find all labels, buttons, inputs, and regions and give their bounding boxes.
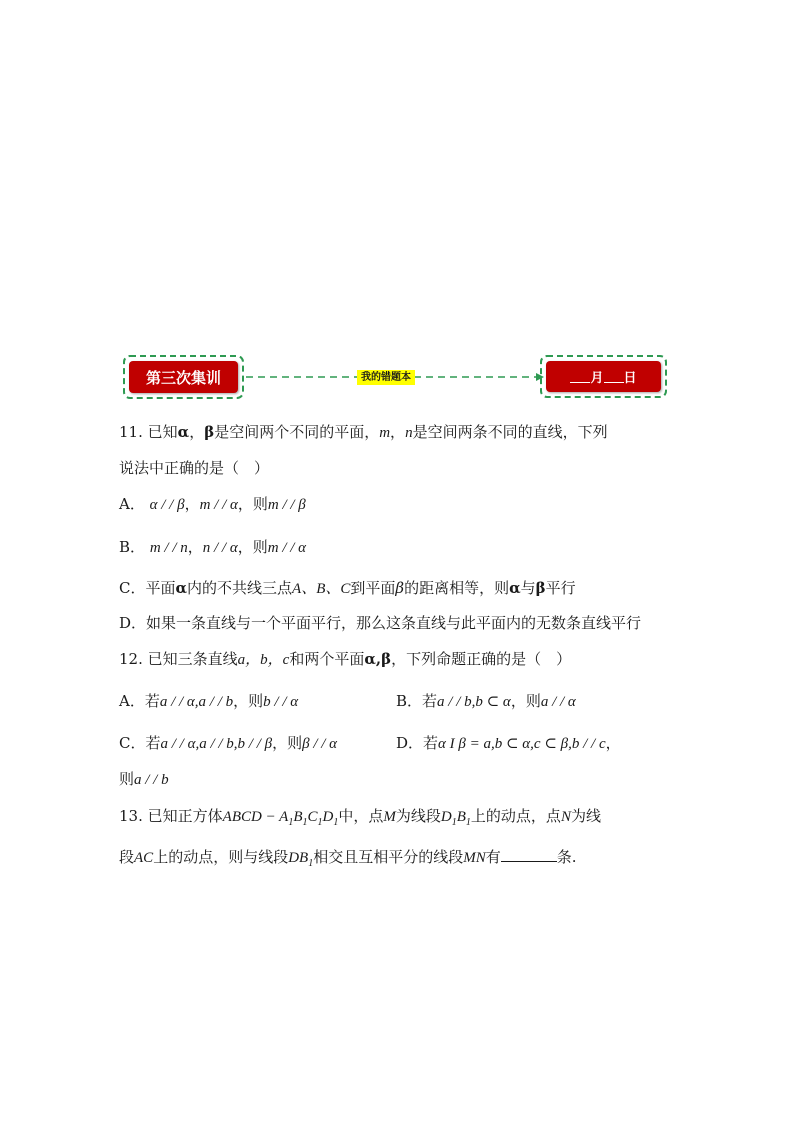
option-math: a / / b bbox=[134, 772, 169, 788]
segment-d1b1-text: D bbox=[440, 809, 452, 825]
date-badge-frame bbox=[540, 355, 667, 398]
point-n: N bbox=[560, 809, 571, 825]
option-math: m / / β bbox=[267, 497, 306, 513]
day-blank bbox=[604, 370, 624, 383]
q11-beta: β bbox=[204, 423, 215, 441]
alpha-symbol: α bbox=[509, 579, 521, 597]
option-label: D．若 bbox=[396, 734, 439, 752]
option-text: ， bbox=[187, 538, 203, 556]
q11-text: 已知 bbox=[147, 423, 178, 441]
q11-number: 11. bbox=[119, 423, 143, 441]
option-math: a / / b,b ⊂ α bbox=[437, 694, 511, 710]
q11-sep: ， bbox=[189, 423, 205, 441]
segment-db1: $DB_1$ bbox=[288, 850, 314, 869]
option-text: 平行 bbox=[545, 579, 576, 597]
beta-symbol: β bbox=[535, 579, 546, 597]
q11-option-c bbox=[119, 577, 576, 598]
option-math: m / / n bbox=[149, 540, 188, 556]
option-math: m / / α bbox=[199, 497, 238, 513]
q11-text: 是空间两个不同的平面， bbox=[214, 423, 380, 441]
option-label: B． bbox=[119, 538, 146, 556]
q13-text: 为线段 bbox=[395, 807, 441, 825]
option-label: C．平面 bbox=[119, 579, 176, 597]
cube-base: ABCD − A bbox=[222, 809, 289, 825]
q11-stem-line-2: 说法中正确的是（ ） bbox=[119, 459, 270, 477]
q11-sep: ， bbox=[390, 423, 406, 441]
option-text: ， bbox=[605, 734, 621, 752]
option-math: A、B、C bbox=[292, 581, 351, 597]
q12-planes: α,β bbox=[364, 650, 392, 668]
q13-text: 中，点 bbox=[338, 807, 384, 825]
option-label: A．若 bbox=[119, 692, 160, 710]
q12-option-a bbox=[119, 690, 298, 711]
option-text: ，则 bbox=[272, 734, 303, 752]
q13-text: 条. bbox=[556, 848, 577, 866]
option-text: 到平面 bbox=[350, 579, 396, 597]
option-text: ，则 bbox=[237, 495, 268, 513]
q11-n: n bbox=[405, 425, 413, 441]
option-text: ，则 bbox=[233, 692, 264, 710]
q11-stem-line-1 bbox=[119, 421, 608, 442]
q12-text: ，下列命题正确的是（ ） bbox=[391, 650, 572, 668]
option-text: ， bbox=[184, 495, 200, 513]
q12-option-d-continued bbox=[119, 768, 169, 789]
option-math: a / / α,a / / b,b / / β bbox=[160, 736, 273, 752]
q13-stem-line-1 bbox=[119, 805, 601, 826]
q11-option-a bbox=[119, 493, 306, 514]
option-math: α I β = a,b ⊂ α,c ⊂ β,b / / c bbox=[438, 736, 606, 752]
option-math: b / / α bbox=[263, 694, 299, 710]
q12-text: 和两个平面 bbox=[289, 650, 365, 668]
date-badge bbox=[546, 361, 661, 392]
option-text: 内的不共线三点 bbox=[187, 579, 293, 597]
option-math: m / / α bbox=[267, 540, 307, 556]
segment-mn: MN bbox=[463, 850, 486, 866]
mistake-notebook-label: 我的错题本 bbox=[357, 370, 415, 385]
q12-number: 12. bbox=[119, 650, 143, 668]
answer-blank[interactable] bbox=[501, 846, 557, 862]
q12-text: 已知三条直线 bbox=[147, 650, 238, 668]
q13-text: 上的动点，则与线段 bbox=[153, 848, 289, 866]
option-text: ，则 bbox=[237, 538, 268, 556]
option-label: A． bbox=[119, 495, 145, 513]
q12-option-c bbox=[119, 732, 337, 753]
option-label: B．若 bbox=[396, 692, 438, 710]
q13-stem-line-2 bbox=[119, 846, 577, 867]
option-text: 的距离相等，则 bbox=[404, 579, 510, 597]
option-math: a / / α,a / / b bbox=[159, 694, 234, 710]
q13-text: 有 bbox=[485, 848, 501, 866]
q11-m: m bbox=[379, 425, 391, 441]
session-badge-frame bbox=[123, 355, 244, 399]
session-badge: 第三次集训 bbox=[129, 361, 238, 393]
month-label: 月 bbox=[590, 371, 604, 386]
option-text: ，则 bbox=[510, 692, 541, 710]
q12-option-b bbox=[396, 690, 576, 711]
day-label: 日 bbox=[623, 371, 637, 386]
alpha-symbol: α bbox=[175, 579, 188, 597]
q13-text: 已知正方体 bbox=[147, 807, 223, 825]
q13-text: 段 bbox=[119, 848, 135, 866]
option-math: β / / α bbox=[302, 736, 338, 752]
q11-option-d: D．如果一条直线与一个平面平行，那么这条直线与此平面内的无数条直线平行 bbox=[119, 614, 642, 632]
beta-symbol: β bbox=[395, 579, 405, 597]
option-math: a / / α bbox=[540, 694, 576, 710]
q11-alpha: α bbox=[177, 423, 190, 441]
q12-stem bbox=[119, 648, 571, 669]
option-label: C．若 bbox=[119, 734, 161, 752]
segment-d1b1: $D_1B_1$ bbox=[440, 809, 471, 828]
q11-text: 是空间两条不同的直线，下列 bbox=[412, 423, 608, 441]
option-text: 则 bbox=[119, 770, 135, 788]
segment-ac: AC bbox=[134, 850, 154, 866]
option-math: α / / β bbox=[149, 497, 185, 513]
q11-option-b bbox=[119, 536, 306, 557]
q13-number: 13. bbox=[119, 807, 143, 825]
option-math: n / / α bbox=[202, 540, 238, 556]
month-blank bbox=[570, 370, 590, 383]
point-m: M bbox=[383, 809, 396, 825]
q13-text: 为线 bbox=[570, 807, 601, 825]
q13-text: 相交且互相平分的线段 bbox=[313, 848, 464, 866]
segment-db1-text: DB bbox=[288, 850, 309, 866]
q12-option-d bbox=[396, 732, 621, 753]
q13-text: 上的动点，点 bbox=[470, 807, 561, 825]
cube-name: ABCD − $A_1B_1C_1D_1$ bbox=[222, 809, 339, 828]
q12-vars: a，b，c bbox=[237, 652, 290, 668]
option-text: 与 bbox=[520, 579, 536, 597]
